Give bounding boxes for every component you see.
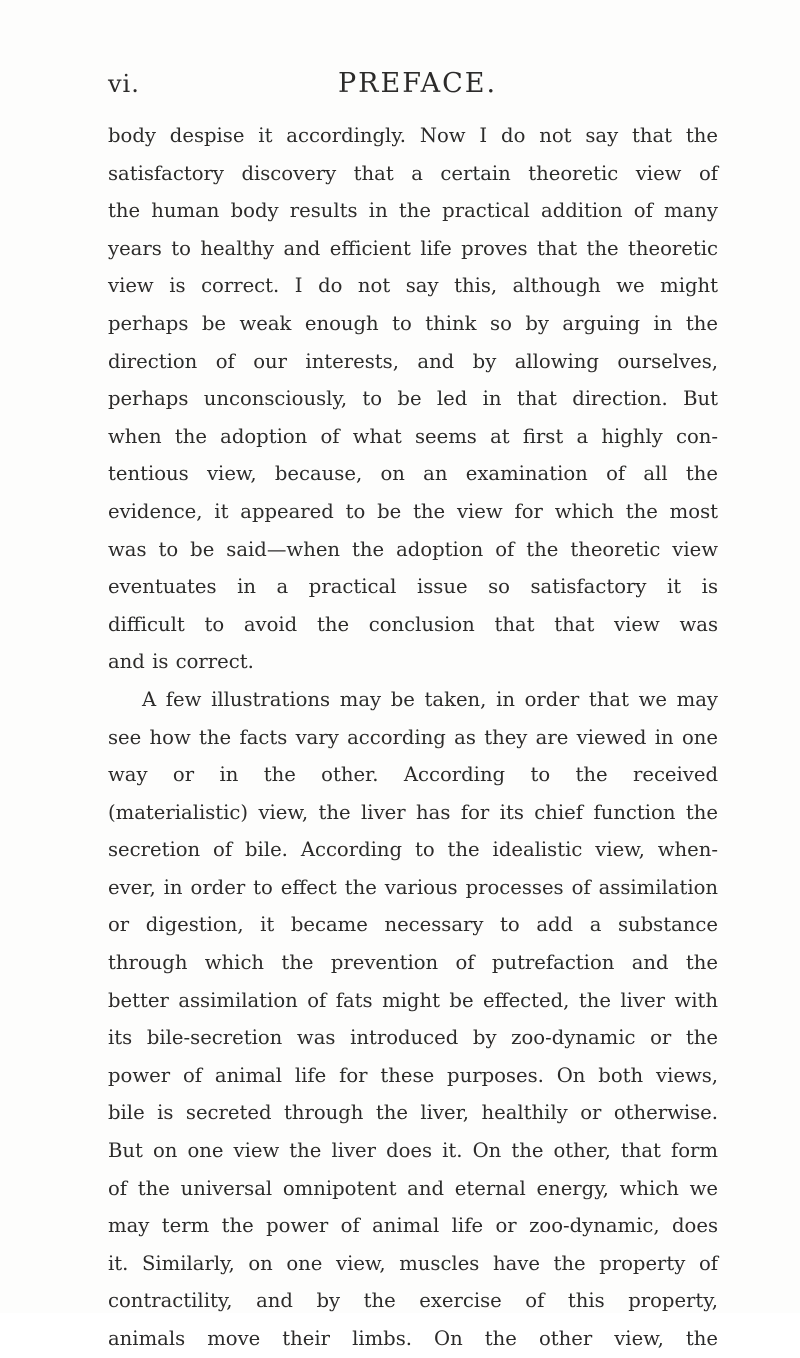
text-line: years to healthy and efficient life proves that the theoretic (108, 236, 718, 260)
text-line: secretion of bile. According to the idealistic view, when- (108, 838, 718, 862)
paragraph-end-line: and is correct. (108, 650, 254, 674)
text-line: when the adoption of what seems at first a highly con- (108, 424, 718, 448)
text-line: But on one view the liver does it. On the other, that form (108, 1139, 718, 1163)
paragraph-start-line: A few illustrations may be taken, in order that we may (142, 687, 718, 711)
text-line: the human body results in the practical addition of many (108, 199, 718, 223)
text-line: body despise it accordingly. Now I do not say that the (108, 124, 718, 147)
text-line: may term the power of animal life or zoo-dynamic, does (108, 1214, 718, 1238)
text-line: satisfactory discovery that a certain theoretic view of (108, 161, 718, 185)
running-title: PREFACE. (338, 68, 498, 99)
page-number: vi. (108, 70, 140, 98)
text-line: was to be said—when the adoption of the theoretic view (108, 537, 718, 561)
text-line: power of animal life for these purposes. On both views, (108, 1063, 718, 1087)
text-line: tentious view, because, on an examination of all the (108, 462, 718, 486)
page-header (108, 66, 718, 106)
text-line: of the universal omnipotent and eternal energy, which we (108, 1176, 718, 1200)
text-line: animals move their limbs. On the other view, the (108, 1327, 718, 1350)
text-line: contractility, and by the exercise of this property, (108, 1289, 718, 1313)
text-line: perhaps unconsciously, to be led in that direction. But (108, 387, 718, 411)
text-line: (materialistic) view, the liver has for its chief function the (108, 800, 718, 824)
text-line: ever, in order to effect the various processes of assimilation (108, 875, 718, 899)
text-line: difficult to avoid the conclusion that that view was (108, 612, 718, 636)
text-line: perhaps be weak enough to think so by arguing in the (108, 311, 718, 335)
text-line: way or in the other. According to the received (108, 763, 718, 787)
text-line: view is correct. I do not say this, although we might (108, 274, 718, 298)
text-line: its bile-secretion was introduced by zoo-dynamic or the (108, 1026, 718, 1050)
text-line: bile is secreted through the liver, healthily or otherwise. (108, 1101, 718, 1125)
text-line: it. Similarly, on one view, muscles have the property of (108, 1251, 718, 1275)
text-line: see how the facts vary according as they are viewed in one (108, 725, 718, 749)
text-line: evidence, it appeared to be the view for which the most (108, 499, 718, 523)
text-line: eventuates in a practical issue so satisfactory it is (108, 575, 718, 599)
text-line: better assimilation of fats might be effected, the liver with (108, 988, 718, 1012)
text-line: through which the prevention of putrefaction and the (108, 951, 718, 975)
text-line: or digestion, it became necessary to add a substance (108, 913, 718, 937)
text-line: direction of our interests, and by allowing ourselves, (108, 349, 718, 373)
body-text (108, 117, 718, 1358)
